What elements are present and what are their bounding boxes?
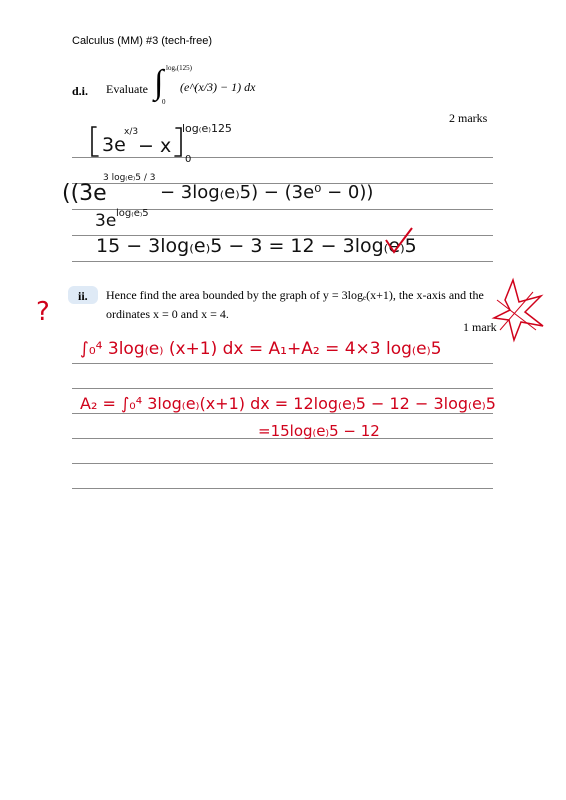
question-text-ii-line1: Hence find the area bounded by the graph of y = 3logₑ(x+1), the x-axis and the (106, 288, 484, 302)
hw-d-i-upper: log₍e₎125 (182, 122, 232, 135)
hw-ii-line1: ∫₀⁴ 3log₍e₎ (x+1) dx = A₁+A₂ = 4×3 log₍e₎5 (80, 339, 442, 359)
question-label-ii: ii. (78, 289, 88, 303)
hw-d-i-lower: 0 (185, 154, 192, 165)
hw-d-i-line1-main: 3e (102, 134, 126, 156)
integrand: (e^(x/3) − 1) dx (180, 80, 256, 94)
hw-d-i-line2: ((3e (62, 181, 107, 206)
question-prompt-evaluate: Evaluate (106, 82, 148, 96)
hw-d-i-line2-exp: 3 log₍e₎5 / 3 (103, 173, 156, 183)
question-mark-icon: ? (36, 297, 50, 327)
question-label-d-i: d.i. (72, 84, 89, 98)
page-header: Calculus (MM) #3 (tech-free) (72, 35, 212, 47)
hw-d-i-line3-exp: log₍e₎5 (116, 208, 149, 219)
hw-ii-line3: =15log₍e₎5 − 12 (258, 422, 380, 440)
hw-d-i-line2-rest: − 3log₍e₎5) − (3e⁰ − 0)) (160, 182, 374, 203)
integral-sign: ∫ (154, 64, 164, 101)
integral-lower-limit: 0 (162, 98, 166, 106)
hw-ii-line2: A₂ = ∫₀⁴ 3log₍e₎(x+1) dx = 12log₍e₎5 − 12 − 3log₍e₎5 (80, 394, 496, 413)
hw-d-i-line1-minus-x: − x (138, 135, 172, 157)
marks-d-i: 2 marks (449, 111, 488, 125)
star-doodle-icon (494, 280, 543, 340)
question-text-ii-line2: ordinates x = 0 and x = 4. (106, 307, 229, 321)
hw-d-i-line4: 15 − 3log₍e₎5 − 3 = 12 − 3log₍e₎5 (96, 235, 417, 257)
integral-upper-limit: logₑ(125) (166, 64, 192, 72)
hw-d-i-line1-exp: x/3 (124, 127, 139, 137)
hw-d-i-line3: 3e (95, 211, 117, 231)
marks-ii: 1 mark (463, 320, 497, 334)
